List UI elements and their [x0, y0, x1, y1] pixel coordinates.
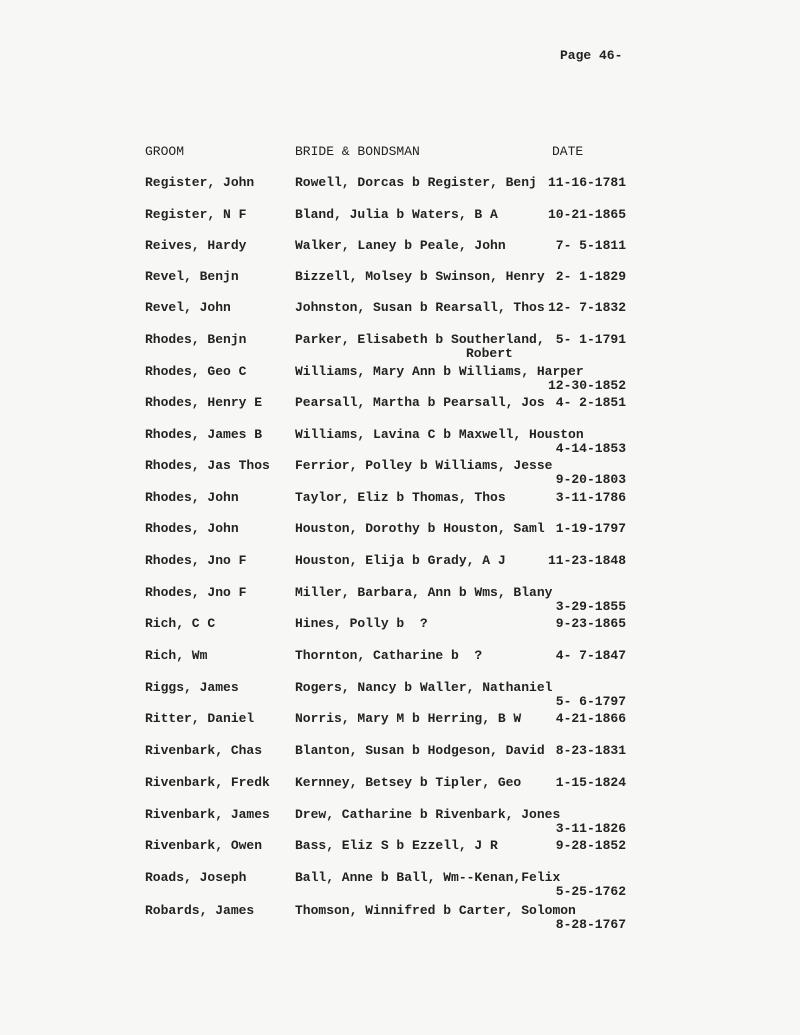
groom-name: Rivenbark, Fredk — [145, 775, 270, 790]
marriage-date: 4-21-1866 — [555, 711, 626, 726]
marriage-date: 5-25-1762 — [555, 884, 626, 899]
groom-name: Rhodes, John — [145, 521, 239, 536]
marriage-date: 3-29-1855 — [555, 599, 626, 614]
bride-bondsman: Houston, Dorothy b Houston, Saml — [295, 521, 545, 536]
header-groom: GROOM — [145, 144, 185, 159]
marriage-date: 2- 1-1829 — [555, 269, 626, 284]
bride-bondsman-continued: Robert — [466, 346, 513, 361]
marriage-date: 9-28-1852 — [555, 838, 626, 853]
bride-bondsman: Rowell, Dorcas b Register, Benj — [295, 175, 537, 190]
bride-bondsman: Miller, Barbara, Ann b Wms, Blany — [295, 585, 553, 600]
marriage-date: 11-23-1848 — [547, 553, 626, 568]
bride-bondsman: Thornton, Catharine b ? — [295, 648, 483, 663]
bride-bondsman: Bass, Eliz S b Ezzell, J R — [295, 838, 498, 853]
groom-name: Rich, C C — [145, 616, 216, 631]
bride-bondsman: Parker, Elisabeth b Southerland, — [295, 332, 545, 347]
groom-name: Rhodes, Geo C — [145, 364, 247, 379]
bride-bondsman: Pearsall, Martha b Pearsall, Jos — [295, 395, 545, 410]
marriage-date: 4- 7-1847 — [555, 648, 626, 663]
page-number: Page 46- — [560, 48, 623, 63]
bride-bondsman: Bland, Julia b Waters, B A — [295, 207, 498, 222]
bride-bondsman: Taylor, Eliz b Thomas, Thos — [295, 490, 506, 505]
marriage-date: 12-30-1852 — [547, 378, 626, 393]
groom-name: Rhodes, Jno F — [145, 553, 247, 568]
bride-bondsman: Bizzell, Molsey b Swinson, Henry — [295, 269, 545, 284]
marriage-date: 1-19-1797 — [555, 521, 626, 536]
groom-name: Ritter, Daniel — [145, 711, 255, 726]
groom-name: Rich, Wm — [145, 648, 208, 663]
marriage-date: 8-23-1831 — [555, 743, 626, 758]
marriage-date: 1-15-1824 — [555, 775, 626, 790]
bride-bondsman: Drew, Catharine b Rivenbark, Jones — [295, 807, 561, 822]
groom-name: Revel, John — [145, 300, 231, 315]
header-bride-bondsman: BRIDE & BONDSMAN — [295, 144, 420, 159]
marriage-date: 8-28-1767 — [555, 917, 626, 932]
bride-bondsman: Williams, Mary Ann b Williams, Harper — [295, 364, 584, 379]
groom-name: Revel, Benjn — [145, 269, 239, 284]
groom-name: Roads, Joseph — [145, 870, 247, 885]
groom-name: Reives, Hardy — [145, 238, 247, 253]
groom-name: Rhodes, Henry E — [145, 395, 263, 410]
groom-name: Register, N F — [145, 207, 247, 222]
groom-name: Register, John — [145, 175, 255, 190]
bride-bondsman: Hines, Polly b ? — [295, 616, 428, 631]
marriage-date: 4- 2-1851 — [555, 395, 626, 410]
bride-bondsman: Kernney, Betsey b Tipler, Geo — [295, 775, 522, 790]
groom-name: Rhodes, John — [145, 490, 239, 505]
marriage-date: 5- 1-1791 — [555, 332, 626, 347]
bride-bondsman: Ball, Anne b Ball, Wm--Kenan,Felix — [295, 870, 561, 885]
groom-name: Rhodes, Jno F — [145, 585, 247, 600]
marriage-date: 10-21-1865 — [547, 207, 626, 222]
groom-name: Rivenbark, Owen — [145, 838, 263, 853]
marriage-date: 11-16-1781 — [547, 175, 626, 190]
bride-bondsman: Blanton, Susan b Hodgeson, David — [295, 743, 545, 758]
marriage-date: 7- 5-1811 — [555, 238, 626, 253]
groom-name: Rhodes, Benjn — [145, 332, 247, 347]
marriage-date: 12- 7-1832 — [547, 300, 626, 315]
groom-name: Rhodes, Jas Thos — [145, 458, 270, 473]
marriage-date: 9-20-1803 — [555, 472, 626, 487]
groom-name: Riggs, James — [145, 680, 239, 695]
marriage-date: 3-11-1786 — [555, 490, 626, 505]
bride-bondsman: Johnston, Susan b Rearsall, Thos — [295, 300, 545, 315]
groom-name: Robards, James — [145, 903, 255, 918]
marriage-date: 5- 6-1797 — [555, 694, 626, 709]
groom-name: Rivenbark, Chas — [145, 743, 263, 758]
marriage-date: 4-14-1853 — [555, 441, 626, 456]
bride-bondsman: Walker, Laney b Peale, John — [295, 238, 506, 253]
groom-name: Rivenbark, James — [145, 807, 270, 822]
bride-bondsman: Norris, Mary M b Herring, B W — [295, 711, 522, 726]
bride-bondsman: Houston, Elija b Grady, A J — [295, 553, 506, 568]
groom-name: Rhodes, James B — [145, 427, 263, 442]
bride-bondsman: Rogers, Nancy b Waller, Nathaniel — [295, 680, 553, 695]
bride-bondsman: Ferrior, Polley b Williams, Jesse — [295, 458, 553, 473]
marriage-date: 3-11-1826 — [555, 821, 626, 836]
bride-bondsman: Thomson, Winnifred b Carter, Solomon — [295, 903, 576, 918]
bride-bondsman: Williams, Lavina C b Maxwell, Houston — [295, 427, 584, 442]
marriage-date: 9-23-1865 — [555, 616, 626, 631]
header-date: DATE — [552, 144, 584, 159]
